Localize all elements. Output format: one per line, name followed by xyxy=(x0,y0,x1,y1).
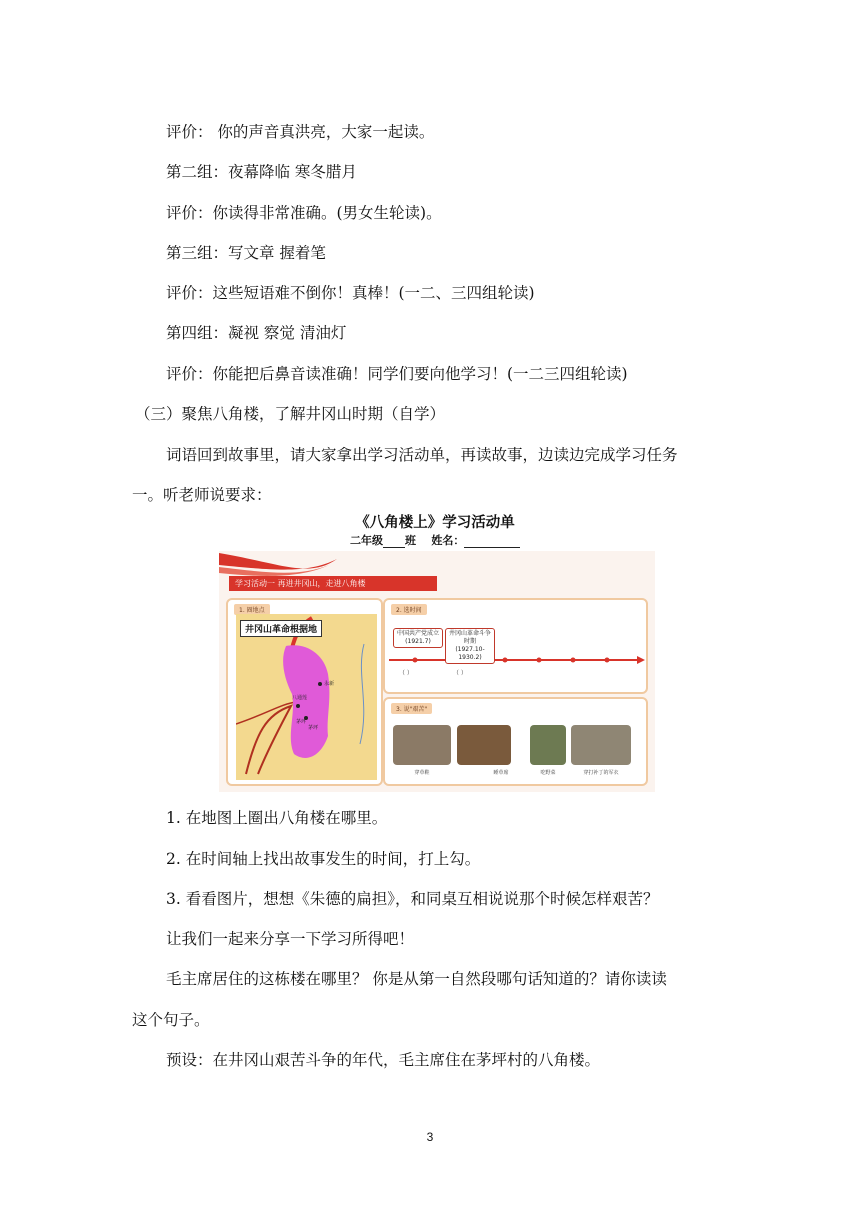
timeline-event-date: (1927.10-1930.2) xyxy=(455,646,485,661)
worksheet-title: 《八角楼上》学习活动单 xyxy=(355,515,515,531)
page-number: 3 xyxy=(426,1130,434,1144)
line-group-2: 第二组：夜幕降临 寒冬腊月 xyxy=(166,163,357,181)
name-label: 姓名： xyxy=(431,534,465,547)
class-blank xyxy=(383,547,405,548)
photo-caption: 睡草席 xyxy=(493,770,509,776)
photo-straw-mat xyxy=(457,725,511,765)
panel-timeline-tag: 2. 选时间 xyxy=(391,604,427,615)
panel-map xyxy=(226,598,383,786)
photo-caption: 穿打补丁的军衣 xyxy=(583,770,619,776)
panel-timeline xyxy=(383,598,648,694)
map-image xyxy=(236,614,377,780)
panel-hardship xyxy=(383,697,648,786)
worksheet-image xyxy=(219,551,655,792)
timeline-answer-2: （ ） xyxy=(453,670,467,677)
name-blank xyxy=(464,547,520,548)
timeline-event-2 xyxy=(445,628,495,664)
panel-map-tag: 1. 圈地点 xyxy=(234,604,270,615)
section-heading-3: （三）聚焦八角楼，了解井冈山时期（自学） xyxy=(135,405,446,423)
line-group-4: 第四组：凝视 察觉 清油灯 xyxy=(166,324,347,342)
line-evaluation-2: 评价：你读得非常准确。(男女生轮读)。 xyxy=(166,204,442,222)
timeline-event-label: 中国共产党成立 xyxy=(396,630,439,637)
photo-wild-vegetables xyxy=(530,725,566,765)
activity-banner: 学习活动一 再进井冈山，走进八角楼 xyxy=(229,576,437,591)
map-label: 茅坪 xyxy=(296,719,307,725)
timeline-event-label: 井冈山革命斗争时期 xyxy=(448,630,491,645)
paragraph-instruction-line2: 一。听老师说要求： xyxy=(132,486,272,504)
paragraph-instruction-line1: 词语回到故事里，请大家拿出学习活动单，再读故事，边读边完成学习任务 xyxy=(166,446,678,464)
grade-prefix: 二年级 xyxy=(350,534,383,547)
question-line2: 这个句子。 xyxy=(132,1011,210,1029)
line-evaluation-3: 评价：这些短语难不倒你！真棒！(一二、三四组轮读) xyxy=(166,284,535,302)
panel-hardship-tag: 3. 说"艰苦" xyxy=(391,703,432,714)
task-1: 1. 在地图上圈出八角楼在哪里。 xyxy=(166,809,388,827)
map-label: 茅坪 xyxy=(308,725,319,731)
worksheet-header xyxy=(350,532,520,548)
photo-caption: 吃野菜 xyxy=(540,770,556,776)
map-label: 八通莲 xyxy=(292,695,308,701)
task-3: 3. 看看图片，想想《朱德的扁担》，和同桌互相说说那个时候怎样艰苦？ xyxy=(166,890,659,908)
class-suffix: 班 xyxy=(405,534,416,547)
map-title: 井冈山革命根据地 xyxy=(240,620,322,637)
timeline-answer-1: （ ） xyxy=(399,670,413,677)
photo-caption: 穿草鞋 xyxy=(414,770,430,776)
timeline-event-1 xyxy=(393,628,443,648)
line-group-3: 第三组：写文章 握着笔 xyxy=(166,244,326,262)
line-evaluation-1: 评价： 你的声音真洪亮，大家一起读。 xyxy=(166,123,435,141)
photo-straw-sandals xyxy=(393,725,451,765)
photo-patched-uniform xyxy=(571,725,631,765)
line-preset: 预设：在井冈山艰苦斗争的年代，毛主席住在茅坪村的八角楼。 xyxy=(166,1051,601,1069)
question-line1: 毛主席居住的这栋楼在哪里？ 你是从第一自然段哪句话知道的？请你读读 xyxy=(166,970,667,988)
map-label: 永新 xyxy=(324,681,335,687)
line-evaluation-4: 评价：你能把后鼻音读准确！同学们要向他学习！(一二三四组轮读) xyxy=(166,365,628,383)
task-2: 2. 在时间轴上找出故事发生的时间，打上勾。 xyxy=(166,850,481,868)
timeline-event-date: (1921.7) xyxy=(405,638,431,645)
line-share: 让我们一起来分享一下学习所得吧！ xyxy=(166,930,415,948)
